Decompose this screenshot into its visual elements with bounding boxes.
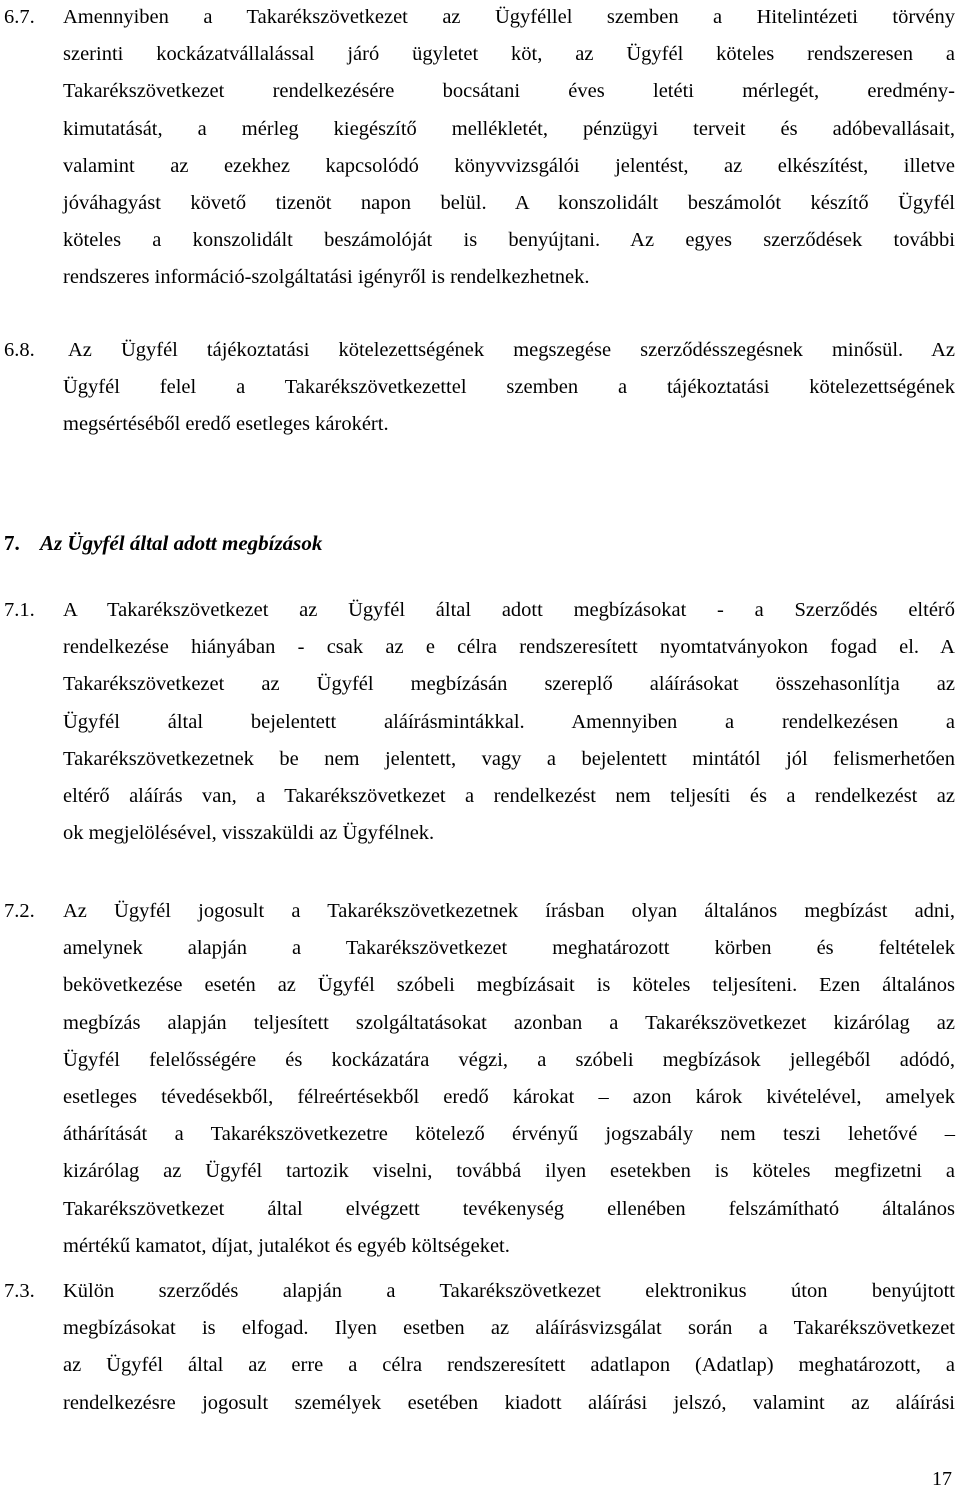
paragraph-number: 7.1. <box>4 599 35 621</box>
text-line: rendelkezésre jogosult személyek esetében kiadott aláírási jelszó, valamint az aláírási <box>63 1391 955 1414</box>
text-line: ok megjelölésével, visszaküldi az Ügyfélnek. <box>63 822 435 845</box>
paragraph-number: 6.7. <box>4 6 35 28</box>
text-line: rendszeres információ-szolgáltatási igényről is rendelkezhetnek. <box>63 266 590 289</box>
paragraph-number: 7.3. <box>4 1280 35 1302</box>
paragraph-6-8 <box>4 332 955 444</box>
text-line: esetleges tévedésekből, félreértésekből eredő károkat – azon károk kivételével, amelyek <box>63 1086 955 1109</box>
text-line: megbízásokat is elfogad. Ilyen esetben az aláírásvizsgálat során a Takarékszövetkezet <box>63 1317 955 1340</box>
text-line: Takarékszövetkezet az Ügyfél megbízásán szereplő aláírásokat összehasonlítja az <box>63 673 955 696</box>
text-line: megsértéséből eredő esetleges károkért. <box>63 413 389 436</box>
section-heading-number: 7. <box>4 531 20 555</box>
text-line: Amennyiben a Takarékszövetkezet az Ügyféllel szemben a Hitelintézeti törvény <box>63 6 955 28</box>
text-line: szerinti kockázatvállalással járó ügyletet köt, az Ügyfél köteles rendszeresen a <box>63 43 955 66</box>
paragraph-7-2 <box>4 893 955 1265</box>
text-line: valamint az ezekhez kapcsolódó könyvvizsgálói jelentést, az elkészítést, illetve <box>63 154 955 177</box>
paragraph-7-1 <box>4 592 955 852</box>
text-line: Takarékszövetkezetnek be nem jelentett, vagy a bejelentett mintától jól felismerhetően <box>63 747 955 770</box>
text-line: A Takarékszövetkezet az Ügyfél által adott megbízásokat - a Szerződés eltérő <box>63 599 955 621</box>
text-line: Külön szerződés alapján a Takarékszövetkezet elektronikus úton benyújtott <box>63 1280 955 1302</box>
paragraph-number: 6.8. <box>4 339 35 361</box>
text-line: áthárítását a Takarékszövetkezetre kötelező érvényű jogszabály nem teszi lehetővé – <box>63 1123 955 1146</box>
text-line: rendelkezése hiányában - csak az e célra rendszeresített nyomtatványokon fogad el. A <box>63 636 955 659</box>
paragraph-number: 7.2. <box>4 900 35 922</box>
text-line: Takarékszövetkezet által elvégzett tevékenység ellenében felszámítható általános <box>63 1197 955 1220</box>
paragraph-7-3 <box>4 1273 955 1422</box>
text-line: Ügyfél felel a Takarékszövetkezettel szemben a tájékoztatási kötelezettségének <box>63 376 955 399</box>
text-line: köteles a konszolidált beszámolóját is benyújtani. Az egyes szerződések további <box>63 229 955 252</box>
text-line: megbízás alapján teljesített szolgáltatásokat azonban a Takarékszövetkezet kizárólag az <box>63 1011 955 1034</box>
text-line: Takarékszövetkezet rendelkezésére bocsátani éves letéti mérlegét, eredmény- <box>63 80 955 103</box>
text-line: mértékű kamatot, díjat, jutalékot és egyéb költségeket. <box>63 1234 510 1257</box>
text-line: Ügyfél által bejelentett aláírásmintákkal. Amennyiben a rendelkezésen a <box>63 710 955 733</box>
text-line: az Ügyfél által az erre a célra rendszeresített adatlapon (Adatlap) meghatározott, a <box>63 1354 955 1377</box>
text-line: jóváhagyást követő tizenöt napon belül. A konszolidált beszámolót készítő Ügyfél <box>63 192 955 215</box>
text-line: kimutatását, a mérleg kiegészítő mellékletét, pénzügyi terveit és adóbevallásait, <box>63 117 955 140</box>
text-line: Az Ügyfél jogosult a Takarékszövetkezetnek írásban olyan általános megbízást adni, <box>63 900 955 922</box>
text-line: bekövetkezése esetén az Ügyfél szóbeli megbízásait is köteles teljesíteni. Ezen általános <box>63 974 955 997</box>
paragraph-6-7 <box>4 0 955 297</box>
section-heading-title: Az Ügyfél által adott megbízások <box>40 531 323 555</box>
text-line: eltérő aláírás van, a Takarékszövetkezet a rendelkezést nem teljesíti és a rendelkezést az <box>63 785 955 808</box>
text-line: Az Ügyfél tájékoztatási kötelezettségének megszegése szerződésszegésnek minősül. Az <box>68 339 955 361</box>
text-line: Ügyfél felelősségére és kockázatára végzi, a szóbeli megbízások jellegéből adódó, <box>63 1048 955 1071</box>
text-line: kizárólag az Ügyfél tartozik viselni, továbbá ilyen esetekben is köteles megfizetni a <box>63 1160 955 1183</box>
page-number: 17 <box>932 1468 952 1490</box>
text-line: amelynek alapján a Takarékszövetkezet meghatározott körben és feltételek <box>63 937 955 960</box>
section-heading <box>4 525 322 562</box>
